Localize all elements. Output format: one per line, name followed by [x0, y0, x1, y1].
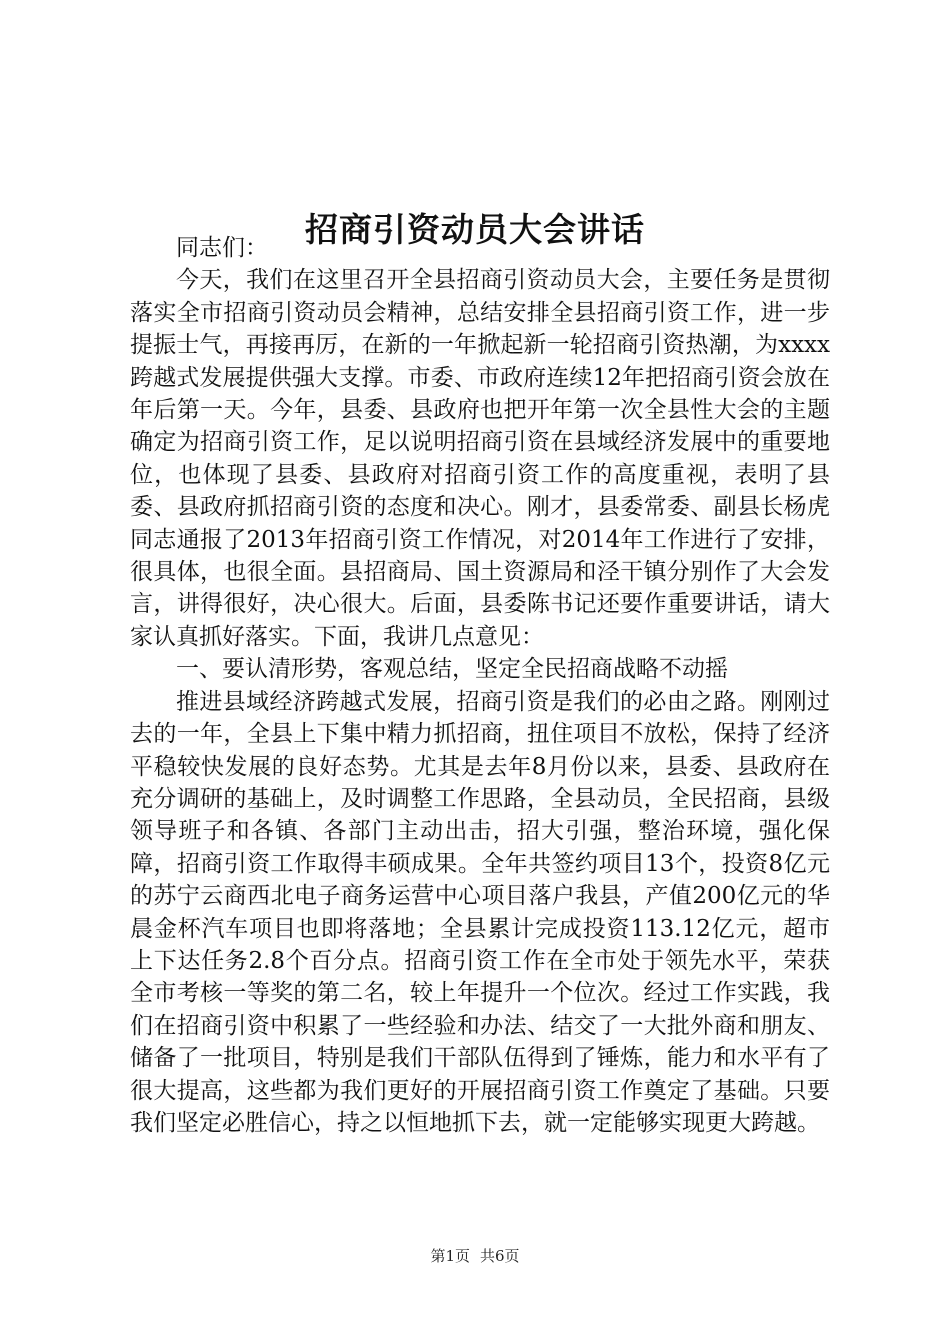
paragraph-section-1: 推进县域经济跨越式发展，招商引资是我们的必由之路。刚刚过去的一年，全县上下集中精力抓招商，扭住项目不放松，保持了经济平稳较快发展的良好态势。尤其是去年8月份以来，县委、县政府在充分调研的基础上，及时调整工作思路，全县动员，全民招商，县级领导班子和各镇、各部门主动出击，招大引强，整治环境，强化保障，招商引资工作取得丰硕成果。全年共签约项目13个，投资8亿元的苏宁云商西北电子商务运营中心项目落户我县，产值200亿元的华晨金杯汽车项目也即将落地；全县累计完成投资113.12亿元，超市上下达任务2.8个百分点。招商引资工作在全市处于领先水平，荣获全市考核一等奖的第二名，较上年提升一个位次。经过工作实践，我们在招商引资中积累了一些经验和办法、结交了一大批外商和朋友、储备了一批项目，特别是我们干部队伍得到了锤炼，能力和水平有了很大提高，这些都为我们更好的开展招商引资工作奠定了基础。只要我们坚定必胜信心，持之以恒地抓下去，就一定能够实现更大跨越。	[130, 688, 830, 1136]
salutation: 同志们：	[176, 235, 268, 261]
section-heading-1: 一、要认清形势，客观总结，坚定全民招商战略不动摇	[176, 656, 728, 683]
document-title: 招商引资动员大会讲话	[305, 210, 645, 250]
page-footer	[0, 1244, 950, 1268]
page-number-total: 共6页	[480, 1247, 520, 1265]
page-number-current: 第1页	[430, 1247, 470, 1265]
paragraph-intro: 今天，我们在这里召开全县招商引资动员大会，主要任务是贯彻落实全市招商引资动员会精神，总结安排全县招商引资工作，进一步提振士气，再接再厉，在新的一年掀起新一轮招商引资热潮，为xxxx跨越式发展提供强大支撑。市委、市政府连续12年把招商引资会放在年后第一天。今年，县委、县政府也把开年第一次全县性大会的主题确定为招商引资工作，足以说明招商引资在县域经济发展中的重要地位，也体现了县委、县政府对招商引资工作的高度重视，表明了县委、县政府抓招商引资的态度和决心。刚才，县委常委、副县长杨虎同志通报了2013年招商引资工作情况，对2014年工作进行了安排，很具体，也很全面。县招商局、国土资源局和泾干镇分别作了大会发言，讲得很好，决心很大。后面，县委陈书记还要作重要讲话，请大家认真抓好落实。下面，我讲几点意见：	[130, 267, 830, 650]
document-body	[130, 232, 830, 1139]
